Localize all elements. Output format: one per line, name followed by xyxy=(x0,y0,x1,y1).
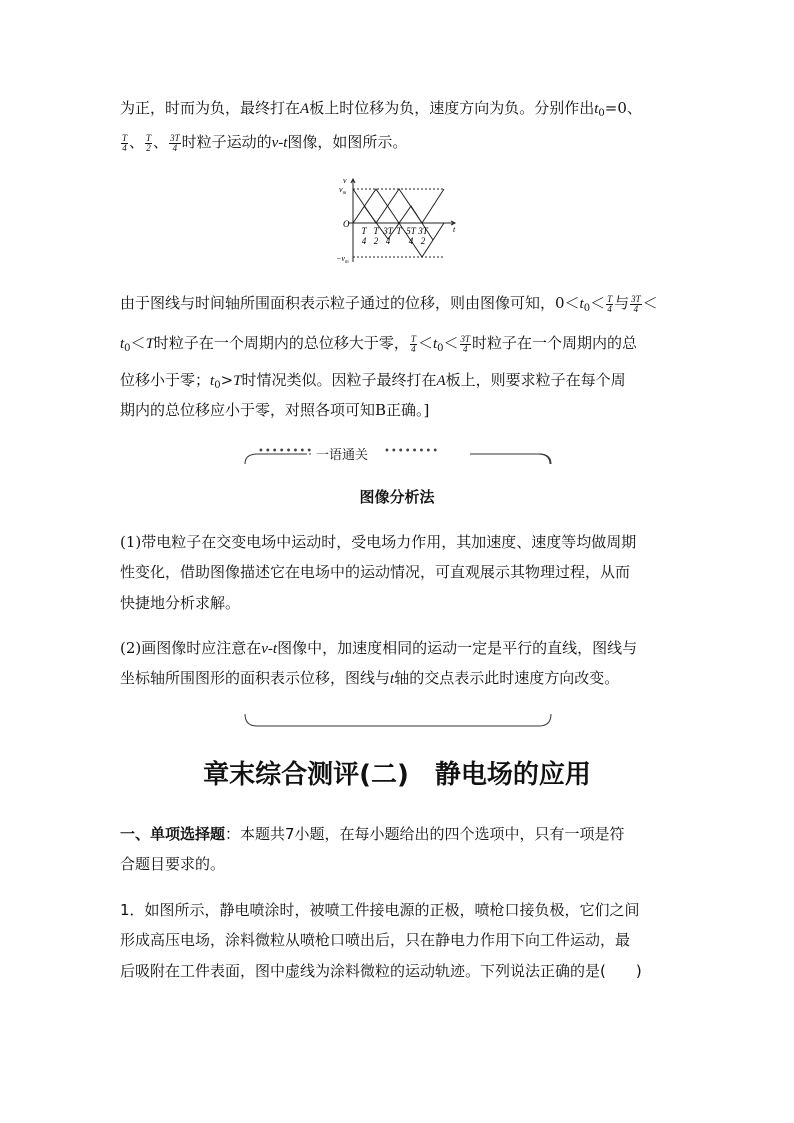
text-seg: 板上，则要求粒子在每个周 xyxy=(445,371,626,389)
text-line xyxy=(120,638,637,659)
tick-num: T xyxy=(361,226,367,236)
fraction xyxy=(121,134,128,153)
symbol-A: A xyxy=(436,373,446,389)
tick-num: T xyxy=(373,226,379,236)
t-label: t xyxy=(453,225,456,234)
vm-base: v xyxy=(339,185,343,194)
text-seg: (2)画图像时应注意在 xyxy=(120,639,262,657)
fraction xyxy=(145,134,152,153)
box-title: 图像分析法 xyxy=(359,488,435,506)
text-seg: ＜ xyxy=(443,334,459,352)
text-line xyxy=(120,824,625,844)
neg-vm-label xyxy=(336,254,349,265)
vm-sub: m xyxy=(342,191,347,196)
denominator: 4 xyxy=(172,142,178,153)
text-seg: 图像中，加速度相同的运动一定是平行的直线，图线与 xyxy=(277,639,638,657)
numerator: 3T xyxy=(631,293,641,304)
fraction xyxy=(630,295,642,314)
denominator: 4 xyxy=(607,303,612,314)
text-seg: ＜ xyxy=(417,334,433,352)
denominator: 4 xyxy=(633,303,639,314)
text-seg: 时粒子在一个周期内的总位移大于零， xyxy=(153,334,409,352)
fraction xyxy=(606,295,613,314)
symbol-t: t xyxy=(210,373,215,389)
section-label: 一、单项选择题 xyxy=(120,825,226,843)
text-seg: ＜ xyxy=(590,294,606,312)
text-seg: 、 xyxy=(153,133,169,151)
tick-den: 4 xyxy=(385,236,391,246)
chapter-title: 章末综合测评(二) 静电场的应用 xyxy=(203,760,591,790)
tick-num: T xyxy=(396,226,402,236)
numerator: T xyxy=(146,132,152,143)
numerator: 3T xyxy=(460,333,471,344)
text-seg: ＜ xyxy=(642,294,658,312)
fraction xyxy=(169,134,181,153)
text-seg: 、 xyxy=(129,133,145,151)
fraction xyxy=(460,335,472,354)
symbol-t: t xyxy=(594,101,599,117)
numerator: 3T xyxy=(170,132,180,143)
v-label: v xyxy=(343,176,347,185)
subscript: 0 xyxy=(583,303,591,314)
text-seg: 与 xyxy=(614,294,630,312)
numerator: T xyxy=(410,333,416,344)
tick-num: 5T xyxy=(406,226,416,236)
tick-den: 4 xyxy=(361,236,367,246)
symbol-vt: v-t xyxy=(271,135,288,151)
text-line: 快捷地分析求解。 xyxy=(120,594,241,612)
tick-den: 2 xyxy=(420,236,426,246)
subscript: 0 xyxy=(124,343,131,354)
text-line xyxy=(120,333,637,359)
text-line: 合题目要求的。 xyxy=(120,855,226,873)
symbol-T: T xyxy=(233,373,242,389)
tick-den: 4 xyxy=(408,236,414,246)
tick-num: 3T xyxy=(383,226,393,236)
text-seg: 图像，如图所示。 xyxy=(287,133,408,151)
text-line xyxy=(120,293,658,319)
text-seg: 时情况类似。因粒子最终打在 xyxy=(241,371,437,389)
numerator: T xyxy=(607,293,613,304)
text-seg: 位移小于零； xyxy=(120,371,211,389)
symbol-t: t xyxy=(390,671,395,687)
neg-vm-base: −v xyxy=(336,254,345,263)
tick-num: 3T xyxy=(418,226,428,236)
vm-label xyxy=(339,185,347,196)
subscript: 0 xyxy=(214,380,221,391)
neg-vm-sub: m xyxy=(344,260,349,265)
symbol-A: A xyxy=(300,101,310,117)
denominator: 2 xyxy=(146,142,151,153)
numerator: T xyxy=(122,132,128,143)
text-seg: ：本题共7小题，在每小题给出的四个选项中，只有一项是符 xyxy=(225,825,625,843)
fraction xyxy=(410,335,417,354)
text-line: 性变化，借助图像描述它在电场中的运动情况，可直观展示其物理过程，从而 xyxy=(120,563,631,581)
text-seg: 轴的交点表示此时速度方向改变。 xyxy=(394,669,620,687)
box-top-right-line xyxy=(470,446,554,466)
text-line: (1)带电粒子在交变电场中运动时，受电场力作用，其加速度、速度等均做周期 xyxy=(120,533,637,551)
text-line xyxy=(120,370,626,396)
origin-label: O xyxy=(343,219,350,229)
text-line: 形成高压电场，涂料微粒从喷枪口喷出后，只在静电力作用下向工件运动，最 xyxy=(120,931,631,949)
subscript: 0 xyxy=(598,108,605,119)
text-seg: > xyxy=(220,371,234,389)
text-line: 1．如图所示，静电喷涂时，被喷工件接电源的正极，喷枪口接负极，它们之间 xyxy=(120,901,640,919)
subscript: 0 xyxy=(437,343,444,354)
box-dots-right: •••••••• xyxy=(384,446,440,457)
symbol-T: T xyxy=(145,336,154,352)
denominator: 4 xyxy=(463,343,468,354)
tick-den: 2 xyxy=(373,236,379,246)
text-seg: ＜ xyxy=(130,334,146,352)
symbol-vt: v-t xyxy=(261,641,278,657)
symbol-t: t xyxy=(579,296,584,312)
text-line xyxy=(120,668,619,689)
text-seg: 时粒子运动的 xyxy=(181,133,272,151)
text-line: 期内的总位移应小于零，对照各项可知B正确。] xyxy=(120,401,430,419)
text-seg: 为正，时而为负，最终打在 xyxy=(120,99,301,117)
vt-line-b xyxy=(353,189,444,223)
text-line xyxy=(120,98,642,124)
text-seg: 坐标轴所围图形的面积表示位移，图线与 xyxy=(120,669,391,687)
box-bottom-bracket xyxy=(243,712,553,732)
symbol-t: t xyxy=(120,336,125,352)
text-seg: =0、 xyxy=(604,99,642,117)
text-line: 后吸附在工件表面，图中虚线为涂料微粒的运动轨迹。下列说法正确的是( ) xyxy=(120,962,642,980)
text-line xyxy=(120,132,407,153)
box-label: 一语通关 xyxy=(316,448,369,463)
text-seg: 板上时位移为负，速度方向为负。分别作出 xyxy=(309,99,595,117)
box-dots-left: •••••••• xyxy=(258,446,314,457)
denominator: 4 xyxy=(411,343,416,354)
symbol-t: t xyxy=(432,336,438,352)
text-seg: 时粒子在一个周期内的总 xyxy=(472,334,638,352)
denominator: 4 xyxy=(122,142,127,153)
vt-graph xyxy=(336,174,462,266)
text-seg: 由于图线与时间轴所围面积表示粒子通过的位移，则由图像可知，0＜ xyxy=(120,294,580,312)
